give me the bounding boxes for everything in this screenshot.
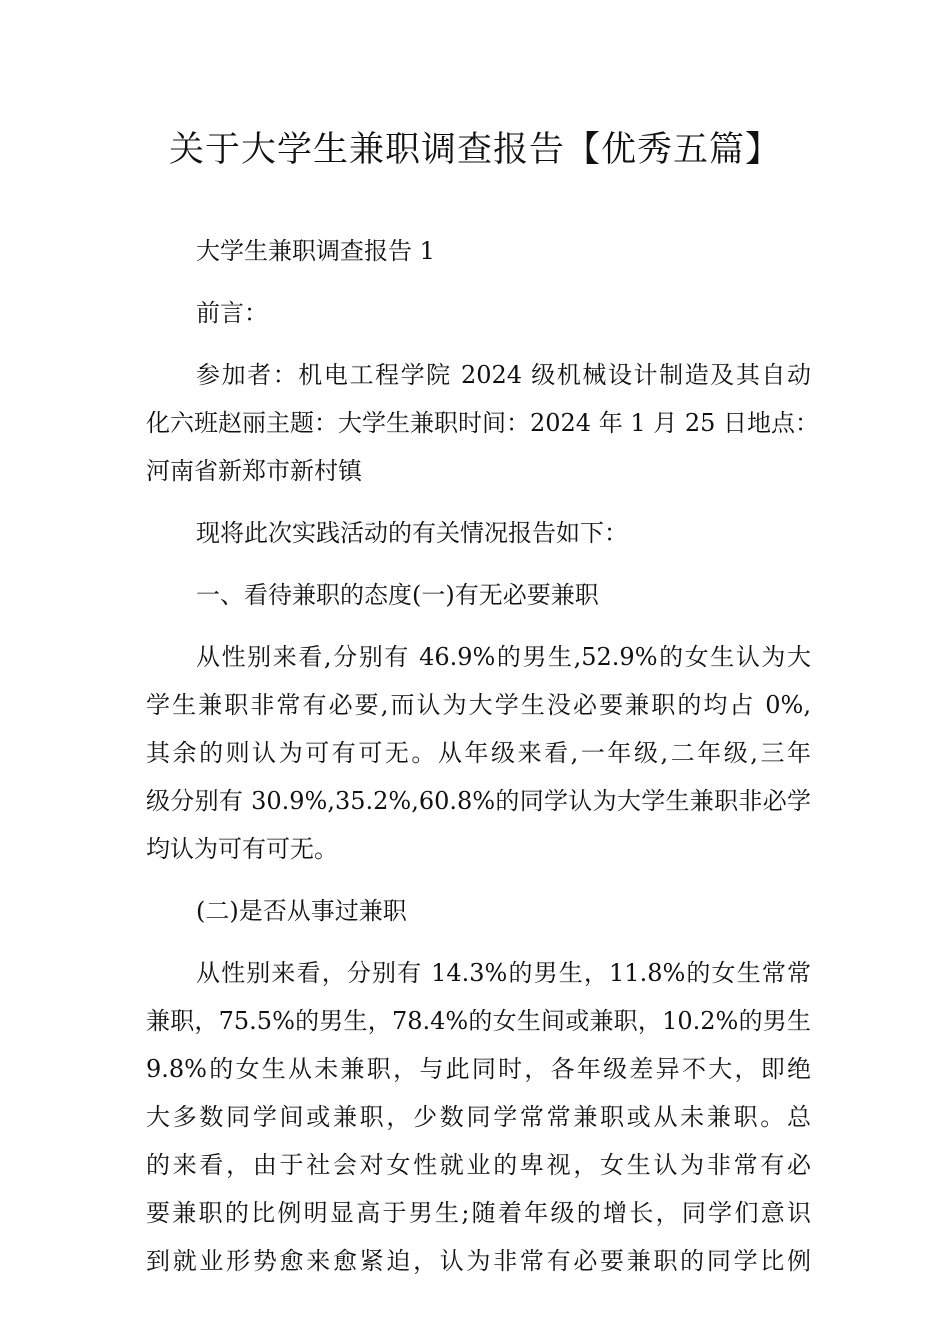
text-line: 其余的则认为可有可无。从年级来看,一年级,二年级,三年 [146, 739, 811, 767]
text-line: 的来看，由于社会对女性就业的卑视，女生认为非常有必 [146, 1151, 811, 1179]
text-line: 9.8%的女生从未兼职，与此同时，各年级差异不大，即绝 [146, 1055, 811, 1083]
text-line: 大学生兼职调查报告 1 [196, 237, 435, 265]
text-line: (二)是否从事过兼职 [196, 897, 407, 925]
paragraph-intro [146, 509, 811, 557]
text-line: 现将此次实践活动的有关情况报告如下： [196, 519, 628, 547]
text-line: 要兼职的比例明显高于男生;随着年级的增长，同学们意识 [146, 1199, 811, 1227]
text-line: 兼职，75.5%的男生，78.4%的女生间或兼职，10.2%的男生 [146, 1007, 811, 1035]
text-line: 到就业形势愈来愈紧迫，认为非常有必要兼职的同学比例 [146, 1247, 811, 1275]
text-line: 学生兼职非常有必要,而认为大学生没必要兼职的均占 0%, [146, 691, 811, 719]
document-body [146, 227, 820, 1299]
paragraph-preface-label [146, 289, 811, 337]
text-line: 从性别来看，分别有 14.3%的男生，11.8%的女生常常 [196, 959, 811, 987]
text-line: 从性别来看,分别有 46.9%的男生,52.9%的女生认为大 [196, 643, 811, 671]
paragraph-experience [146, 949, 811, 1285]
text-line: 前言： [196, 299, 268, 327]
paragraph-section-heading [146, 227, 811, 275]
paragraph-heading-attitude [146, 571, 811, 619]
text-line: 一、看待兼职的态度(一)有无必要兼职 [196, 581, 599, 609]
text-line: 河南省新郑市新村镇 [146, 457, 362, 485]
text-line: 化六班赵丽主题：大学生兼职时间：2024 年 1 月 25 日地点： [146, 409, 820, 437]
paragraph-heading-experience [146, 887, 811, 935]
text-line: 均认为可有可无。 [146, 835, 338, 863]
paragraph-necessity [146, 633, 811, 873]
paragraph-participants [146, 351, 820, 495]
document-title: 关于大学生兼职调查报告【优秀五篇】 [168, 130, 781, 170]
text-line: 级分别有 30.9%,35.2%,60.8%的同学认为大学生兼职非必学 [146, 787, 811, 815]
text-line: 参加者：机电工程学院 2024 级机械设计制造及其自动 [196, 361, 811, 389]
text-line: 大多数同学间或兼职，少数同学常常兼职或从未兼职。总 [146, 1103, 811, 1131]
